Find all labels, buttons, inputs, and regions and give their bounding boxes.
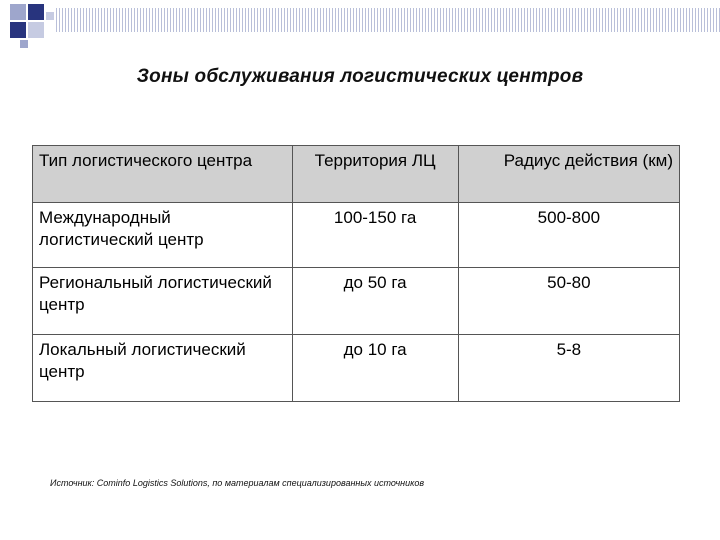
header-radius: Радиус действия (км) bbox=[458, 146, 679, 203]
cell-territory: до 10 га bbox=[292, 335, 458, 402]
cell-territory: 100-150 га bbox=[292, 203, 458, 268]
cell-territory: до 50 га bbox=[292, 268, 458, 335]
cell-radius: 5-8 bbox=[458, 335, 679, 402]
source-note: Источник: Cominfo Logistics Solutions, по материалам специализированных источников bbox=[50, 478, 425, 488]
decorative-header bbox=[0, 0, 720, 48]
cell-center-type: Международный логистический центр bbox=[33, 203, 293, 268]
decorative-stripes bbox=[56, 8, 720, 32]
cell-radius: 50-80 bbox=[458, 268, 679, 335]
decorative-square bbox=[28, 4, 44, 20]
cell-radius: 500-800 bbox=[458, 203, 679, 268]
table-row bbox=[33, 335, 680, 402]
logistics-zones-table bbox=[32, 145, 680, 402]
cell-center-type: Региональный логистический центр bbox=[33, 268, 293, 335]
slide-title: Зоны обслуживания логистических центров bbox=[136, 66, 584, 87]
decorative-square bbox=[20, 40, 28, 48]
decorative-square bbox=[10, 22, 26, 38]
table-header-row bbox=[33, 146, 680, 203]
decorative-square bbox=[28, 22, 44, 38]
cell-center-type: Локальный логистический центр bbox=[33, 335, 293, 402]
table-row bbox=[33, 268, 680, 335]
decorative-square bbox=[10, 4, 26, 20]
table-row bbox=[33, 203, 680, 268]
header-center-type: Тип логистического центра bbox=[33, 146, 293, 203]
header-territory: Территория ЛЦ bbox=[292, 146, 458, 203]
decorative-square bbox=[46, 12, 54, 20]
